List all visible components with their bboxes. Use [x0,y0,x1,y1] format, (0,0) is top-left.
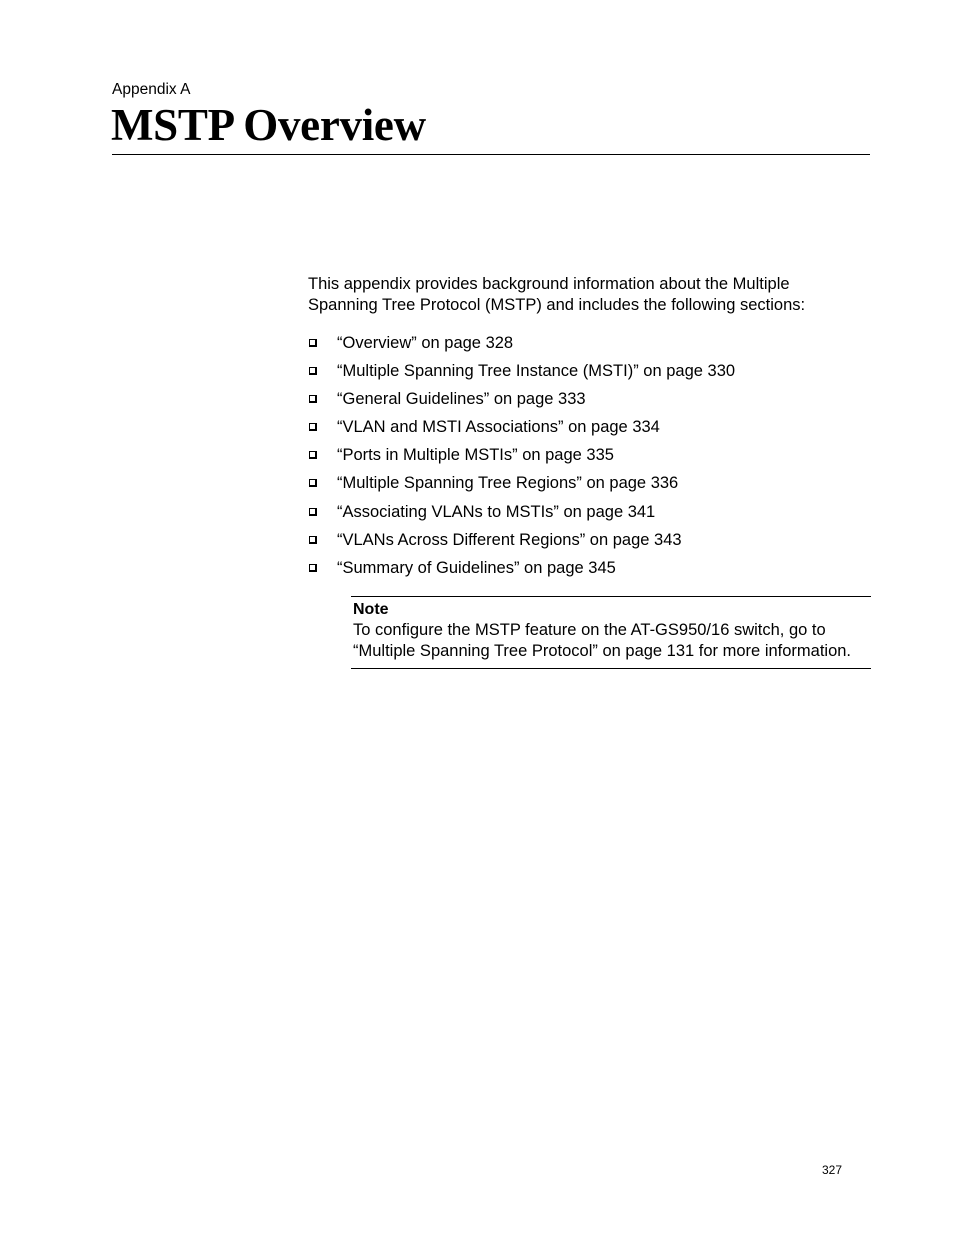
note-line-2[interactable]: “Multiple Spanning Tree Protocol” on page 131 for more information. [353,642,852,660]
checkbox-bullet-icon [309,508,317,516]
page-title: MSTP Overview [111,100,426,150]
page-number: 327 [822,1163,843,1177]
section-link[interactable]: “VLANs Across Different Regions” on page 343 [337,530,682,549]
section-link[interactable]: “Overview” on page 328 [337,334,514,352]
note-heading: Note [353,601,389,618]
checkbox-bullet-icon [309,367,317,375]
checkbox-bullet-icon [309,479,317,487]
note-line-1: To configure the MSTP feature on the AT-GS950/16 switch, go to [353,621,826,639]
section-link[interactable]: “Multiple Spanning Tree Instance (MSTI)” on page 330 [337,362,736,381]
intro-line-1: This appendix provides background information about the Multiple [308,275,790,293]
checkbox-bullet-icon [309,339,317,347]
checkbox-bullet-icon [309,564,317,572]
appendix-label: Appendix A [112,81,191,98]
section-link[interactable]: “Summary of Guidelines” on page 345 [337,558,616,577]
intro-paragraph [308,274,868,316]
checkbox-bullet-icon [309,395,317,403]
note-body [353,620,871,662]
checkbox-bullet-icon [309,451,317,459]
title-divider [112,154,870,155]
note-box [351,596,871,669]
checkbox-bullet-icon [309,536,317,544]
section-link[interactable]: “Associating VLANs to MSTIs” on page 341 [337,502,656,521]
checkbox-bullet-icon [309,423,317,431]
intro-line-2: Spanning Tree Protocol (MSTP) and includes the following sections: [308,296,806,314]
section-link[interactable]: “VLAN and MSTI Associations” on page 334 [337,418,660,437]
section-link[interactable]: “General Guidelines” on page 333 [337,390,586,409]
section-link[interactable]: “Multiple Spanning Tree Regions” on page 336 [337,474,679,493]
section-link[interactable]: “Ports in Multiple MSTIs” on page 335 [337,446,614,465]
